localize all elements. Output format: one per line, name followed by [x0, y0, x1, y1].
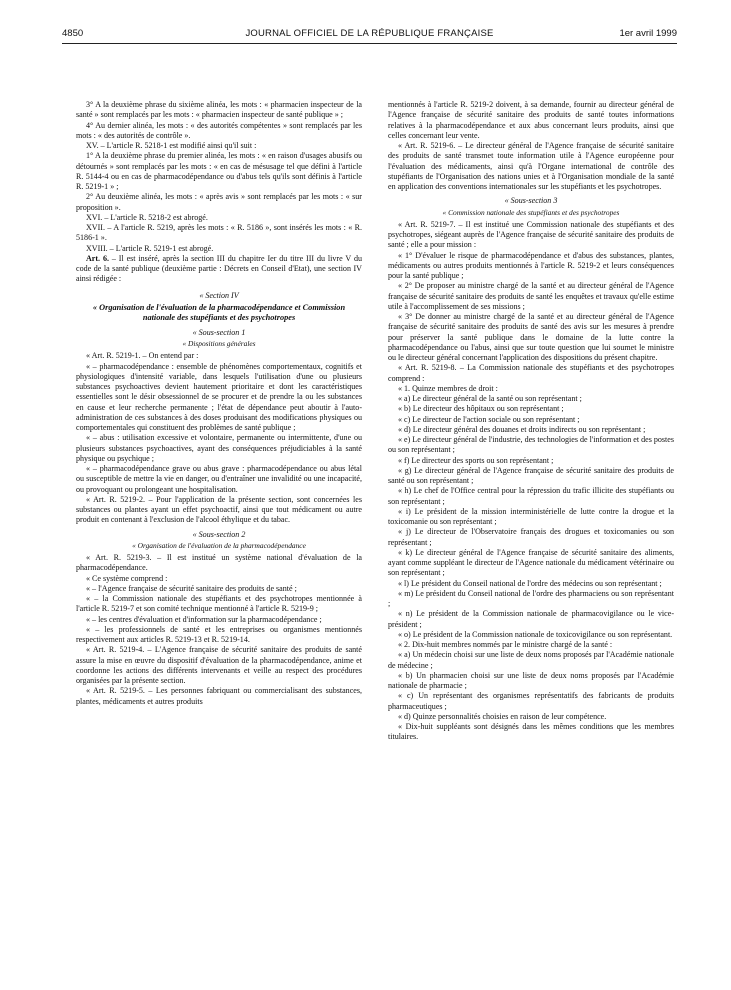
list-item: « j) Le directeur de l'Observatoire français des drogues et toxicomanies ou son représentant ; — [388, 527, 674, 547]
paragraph: « – les professionnels de santé et les entreprises ou organismes mentionnés respectivement aux articles R. 5219-13 et R. 5219-14. — [76, 624, 362, 644]
paragraph: XVI. – L'article R. 5218-2 est abrogé. — [86, 212, 208, 222]
list-item: « l) Le président du Conseil national de l'ordre des médecins ou son représentant ; — [398, 578, 662, 588]
paragraph: « – les centres d'évaluation et d'information sur la pharmacodépendance ; — [86, 614, 322, 624]
subsection-heading: « Sous-section 3 — [504, 196, 558, 206]
list-item: « k) Le directeur général de l'Agence française de sécurité sanitaire des aliments, ayant comme suppléant le directeur de l'Agence nationale du médicament vétérinaire ou son représentant ; — [388, 547, 674, 578]
paragraph: 3° A la deuxième phrase du sixième alinéa, les mots : « pharmacien inspecteur de la santé » sont remplacés par les mots : « pharmacien inspecteur de santé publique » ; — [76, 100, 362, 120]
subsection-title: « Organisation de l'évaluation de la pharmacodépendance — [132, 540, 306, 550]
paragraph: « Art. R. 5219-2. – Pour l'application de la présente section, sont concernées les substances ou plantes ayant un effet psychoactif, ainsi que tout médicament ou autre produit en contenant à l'exclusion de l'alcool éthylique et du tabac. — [76, 494, 362, 525]
subsection-heading: « Sous-section 2 — [192, 529, 246, 539]
journal-title: JOURNAL OFFICIEL DE LA RÉPUBLIQUE FRANÇAISE — [245, 28, 494, 39]
list-item: « f) Le directeur des sports ou son représentant ; — [398, 455, 554, 465]
paragraph: « 1° D'évaluer le risque de pharmacodépendance et d'abus des substances, plantes, médicaments ou autres produits mentionnés à l'article R. 5219-2 et leurs conséquences pour la santé publique ; — [388, 250, 674, 280]
paragraph: « Dix-huit suppléants sont désignés dans les mêmes conditions que les membres titulaires. — [388, 722, 674, 742]
paragraph: 4° Au dernier alinéa, les mots : « des autorités compétentes » sont remplacés par les mots : « des autorités de contrôle ». — [76, 120, 362, 140]
list-item: « e) Le directeur général de l'industrie, des technologies de l'information et des postes ou son représentant ; — [388, 435, 674, 455]
subsection-title: « Dispositions générales — [182, 339, 256, 348]
page-number: 4850 — [62, 28, 84, 39]
list-item: « b) Un pharmacien choisi sur une liste de deux noms proposés par l'Académie nationale de pharmacie ; — [388, 670, 674, 690]
list-item: « i) Le président de la mission interministérielle de lutte contre la drogue et la toxicomanie ou son représentant ; — [388, 506, 674, 526]
list-item: « m) Le président du Conseil national de l'ordre des pharmaciens ou son représentant ; — [388, 588, 674, 608]
page-header — [62, 26, 677, 42]
list-item: « c) Un représentant des organismes représentatifs des fabricants de produits pharmaceutiques ; — [388, 691, 674, 711]
paragraph: « Art. R. 5219-8. – La Commission nationale des stupéfiants et des psychotropes comprend : — [388, 363, 674, 383]
list-item: « d) Le directeur général des douanes et droits indirects ou son représentant ; — [398, 424, 646, 434]
subsection-heading: « Sous-section 1 — [192, 327, 246, 337]
paragraph: « – pharmacodépendance grave ou abus grave : pharmacodépendance ou abus létal ou susceptible de mettre la vie en danger, ou d'entraîner une invalidité ou une incapacité, ou provoquant ou prolongeant une hospitalisation. — [76, 464, 362, 494]
paragraph: « 2° De proposer au ministre chargé de la santé et au directeur général de l'Agence française de sécurité sanitaire des produits de santé les enquêtes et travaux qu'elle estime utile à l'accomplissement de ses missions ; — [388, 281, 674, 311]
article-6-paragraph — [76, 254, 362, 285]
list-item: « o) Le président de la Commission nationale de toxicovigilance ou son représentant. — [398, 629, 673, 639]
header-rule — [62, 43, 677, 44]
list-item: « n) Le président de la Commission nationale de pharmacovigilance ou le vice-président ; — [388, 609, 674, 629]
section-heading: « Section IV — [199, 290, 239, 300]
list-item: « c) Le directeur de l'action sociale ou son représentant ; — [398, 414, 580, 424]
right-column — [388, 100, 674, 743]
section-title: « Organisation de l'évaluation de la pharmacodépendance et Commission nationale des stupéfiants et des psychotropes — [92, 302, 346, 323]
list-item: « h) Le chef de l'Office central pour la répression du trafic illicite des stupéfiants ou son représentant ; — [388, 486, 674, 506]
paragraph: « 3° De donner au ministre chargé de la santé et au directeur général de l'Agence française de sécurité sanitaire des produits de santé des avis sur les mesures à prendre pour préserver la santé publique dans le domaine de la lutte contre la pharmacodépendance ou l'abus, ainsi que sur toute question que lui soumet le ministre ou le directeur général concernant l'application des dispositions du présent chapitre. — [388, 312, 674, 362]
subsection-title: « Commission nationale des stupéfiants et des psychotropes — [442, 207, 620, 217]
paragraph: 1° A la deuxième phrase du premier alinéa, les mots : « en raison d'usages abusifs ou détournés » sont remplacés par les mots : « en cas de mésusage tel que défini à l'article R. 5144-4 ou en cas de pharmacodépendance ou d'abus tels qu'ils sont définis à l'article R. 5219-1 » ; — [76, 151, 362, 191]
paragraph: « Art. R. 5219-6. – Le directeur général de l'Agence française de sécurité sanitaire des produits de santé transmet toute information utile à l'Agence européenne pour l'évaluation des médicaments, ainsi qu'à l'Organe international de contrôle des stupéfiants de l'Organisation des nations unies et à l'Organisation mondiale de la santé en application des conventions internationales sur les stupéfiants et les psychotropes. — [388, 141, 674, 191]
article-label: Art. 6. — [86, 253, 109, 263]
paragraph: « Art. R. 5219-3. – Il est institué un système national d'évaluation de la pharmacodépendance. — [76, 553, 362, 573]
paragraph: « – abus : utilisation excessive et volontaire, permanente ou intermittente, d'une ou plusieurs substances psychoactives, ayant des conséquences préjudiciables à la santé physique ou psychique ; — [76, 433, 362, 463]
paragraph: « – l'Agence française de sécurité sanitaire des produits de santé ; — [86, 583, 297, 593]
paragraph: « Art. R. 5219-4. – L'Agence française de sécurité sanitaire des produits de santé assure la mise en œuvre du dispositif d'évaluation de la pharmacodépendance, anime et coordonne les actions des différents intervenants et veille au respect des procédures organisées par la présente section. — [76, 645, 362, 685]
paragraph: « 1. Quinze membres de droit : — [398, 383, 498, 393]
list-item: « d) Quinze personnalités choisies en raison de leur compétence. — [398, 711, 607, 721]
list-item: « b) Le directeur des hôpitaux ou son représentant ; — [398, 404, 564, 414]
paragraph: 2° Au deuxième alinéa, les mots : « après avis » sont remplacés par les mots : « sur proposition ». — [76, 192, 362, 212]
paragraph: « Art. R. 5219-7. – Il est institué une Commission nationale des stupéfiants et des psychotropes, siégeant auprès de l'Agence française de sécurité sanitaire des produits de santé ; elle a pour mission : — [388, 219, 674, 250]
paragraph: XV. – L'article R. 5218-1 est modifié ainsi qu'il suit : — [86, 141, 257, 150]
paragraph: XVII. – A l'article R. 5219, après les mots : « R. 5186 », sont insérés les mots : « R. 5186-1 ». — [76, 223, 362, 243]
paragraph: « 2. Dix-huit membres nommés par le ministre chargé de la santé : — [398, 640, 613, 649]
paragraph: « – la Commission nationale des stupéfiants et des psychotropes mentionnée à l'article R. 5219-7 et son comité technique mentionné à l'article R. 5219-9 ; — [76, 594, 362, 614]
list-item: « a) Le directeur général de la santé ou son représentant ; — [398, 394, 582, 403]
paragraph: « Ce système comprend : — [86, 573, 168, 583]
paragraph: « Art. R. 5219-5. – Les personnes fabriquant ou commercialisant des substances, plantes, médicaments et autres produits — [76, 686, 362, 706]
paragraph: XVIII. – L'article R. 5219-1 est abrogé. — [86, 243, 214, 253]
paragraph: « Art. R. 5219-1. – On entend par : — [86, 351, 199, 361]
issue-date: 1er avril 1999 — [619, 28, 677, 39]
list-item: « a) Un médecin choisi sur une liste de deux noms proposés par l'Académie nationale de médecine ; — [388, 650, 674, 670]
paragraph: « – pharmacodépendance : ensemble de phénomènes comportementaux, cognitifs et physiologiques d'intensité variable, dans lesquels l'utilisation d'une ou plusieurs substances psychoactives devient hautement prioritaire et dont les caractéristiques essentielles sont le désir obsessionnel de se procurer et de prendre la ou les substances en cause et leur recherche permanente ; l'état de dépendance peut aboutir à l'auto-administration de ces substances à des doses produisant des modifications physiques ou comportementales qui constituent des problèmes de santé publique ; — [76, 361, 362, 432]
left-column — [76, 100, 362, 707]
paragraph: mentionnés à l'article R. 5219-2 doivent, à sa demande, fournir au directeur général de l'Agence française de sécurité sanitaire des produits de santé toutes informations relatives à la pharmacodépendance et aux abus concernant leurs produits, ainsi que celles concernant leur vente. — [388, 100, 674, 140]
article-text: – Il est inséré, après la section III du chapitre Ier du titre III du livre V du code de la santé publique (deuxième partie : Décrets en Conseil d'Etat), une section IV ainsi rédigée : — [76, 253, 362, 284]
list-item: « g) Le directeur général de l'Agence française de sécurité sanitaire des produits de santé ou son représentant ; — [388, 465, 674, 485]
